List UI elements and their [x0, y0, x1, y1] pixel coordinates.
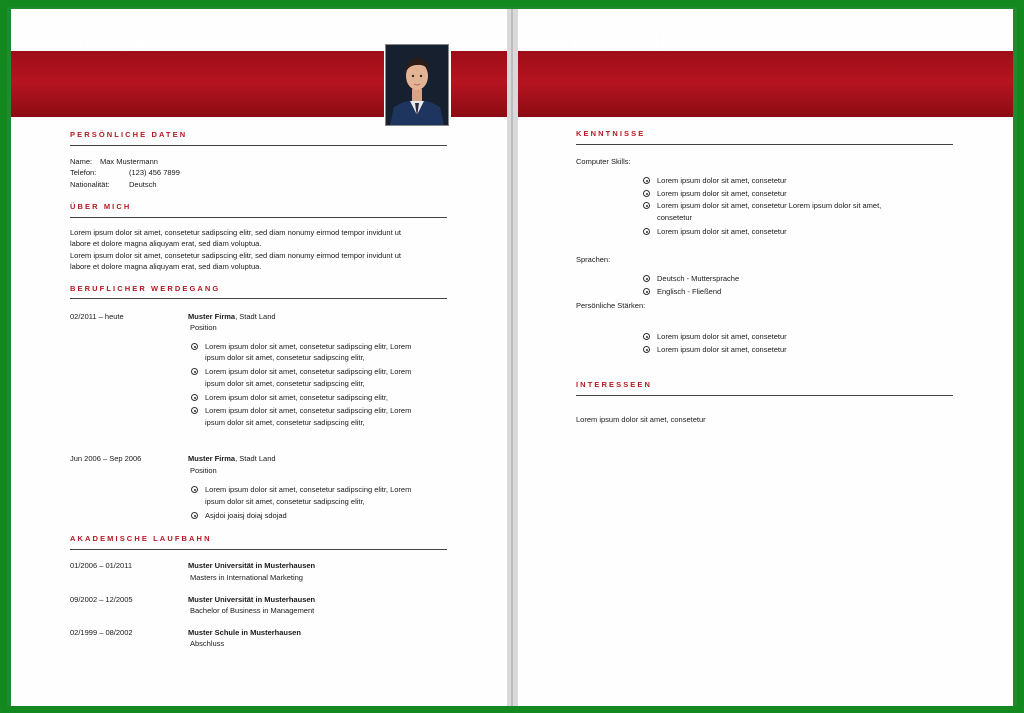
strengths-label: Persönliche Stärken: [576, 301, 646, 310]
skill-item: Lorem ipsum dolor sit amet, consetetur Lorem ipsum dolor sit amet, [657, 201, 882, 210]
section-divider [70, 298, 447, 299]
job-position: Position [190, 466, 217, 475]
job-location: , Stadt Land [235, 454, 276, 463]
about-line: Lorem ipsum dolor sit amet, consetetur sadipscing elitr, sed diam nonumy eirmod tempor invidunt ut [70, 228, 401, 237]
edu-period: 09/2002 – 12/2005 [70, 595, 133, 604]
name-value: Max Mustermann [100, 157, 158, 166]
job-company: Muster Firma [188, 454, 236, 463]
bullet-icon [191, 343, 198, 350]
page-title: LEBENSLAUF [572, 29, 718, 54]
section-divider [70, 217, 447, 218]
profile-photo [385, 44, 449, 126]
section-divider [70, 549, 447, 550]
header-banner-right [451, 51, 507, 117]
edu-period: 01/2006 – 01/2011 [70, 561, 133, 570]
cv-page-1 [11, 9, 507, 706]
section-divider [576, 395, 953, 396]
nationality-value: Deutsch [129, 180, 157, 189]
edu-school: Muster Universität in Musterhausen [188, 561, 316, 570]
bullet-text: Asjdoi joaisj doiaj sdojad [205, 511, 287, 520]
about-line: labore et dolore magna aliquyam erat, sed diam voluptua. [70, 262, 262, 271]
section-title-about: ÜBER MICH [70, 202, 132, 211]
section-divider [576, 144, 953, 145]
job-company: Muster Firma [188, 312, 236, 321]
bullet-icon [643, 275, 650, 282]
languages-label: Sprachen: [576, 255, 611, 264]
bullet-icon [643, 228, 650, 235]
edu-degree: Bachelor of Business in Management [190, 606, 315, 615]
language-item: Deutsch - Muttersprache [657, 274, 740, 283]
section-title-personal: PERSÖNLICHE DATEN [70, 130, 188, 139]
bullet-icon [643, 190, 650, 197]
header-banner [11, 51, 384, 117]
job-position: Position [190, 323, 217, 332]
language-item: Englisch - Fließend [657, 287, 722, 296]
skill-item: Lorem ipsum dolor sit amet, consetetur [657, 189, 787, 198]
skill-item: consetetur [657, 213, 693, 222]
about-line: Lorem ipsum dolor sit amet, consetetur sadipscing elitr, sed diam nonumy eirmod tempor invidunt ut [70, 251, 401, 260]
phone-label: Telefon: [70, 168, 97, 177]
edu-degree: Masters in International Marketing [190, 573, 303, 582]
bullet-icon [643, 288, 650, 295]
bullet-icon [643, 346, 650, 353]
strength-item: Lorem ipsum dolor sit amet, consetetur [657, 332, 787, 341]
cv-page-2 [518, 9, 1013, 706]
bullet-icon [191, 394, 198, 401]
bullet-text: Lorem ipsum dolor sit amet, consetetur sadipscing elitr, [205, 393, 388, 402]
bullet-text: ipsum dolor sit amet, consetetur sadipscing elitr, [205, 353, 365, 362]
name-label: Name: [70, 157, 93, 166]
header-banner [518, 51, 1013, 117]
bullet-icon [643, 202, 650, 209]
about-line: labore et dolore magna aliquyam erat, sed diam voluptua. [70, 239, 262, 248]
bullet-icon [191, 368, 198, 375]
job-company-line [188, 311, 276, 323]
bullet-icon [643, 333, 650, 340]
edu-degree: Abschluss [190, 639, 225, 648]
bullet-text: Lorem ipsum dolor sit amet, consetetur sadipscing elitr, Lorem [205, 485, 412, 494]
section-title-interests: INTERESSEEN [576, 380, 653, 389]
bullet-text: ipsum dolor sit amet, consetetur sadipscing elitr, [205, 379, 365, 388]
strength-item: Lorem ipsum dolor sit amet, consetetur [657, 345, 787, 354]
person-portrait-icon [386, 45, 448, 125]
bullet-icon [191, 407, 198, 414]
phone-value: (123) 456 7899 [129, 168, 180, 177]
edu-school: Muster Schule in Musterhausen [188, 628, 301, 637]
bullet-text: Lorem ipsum dolor sit amet, consetetur sadipscing elitr, Lorem [205, 406, 412, 415]
skill-item: Lorem ipsum dolor sit amet, consetetur [657, 227, 787, 236]
section-title-academic: AKADEMISCHE LAUFBAHN [70, 534, 212, 543]
bullet-text: Lorem ipsum dolor sit amet, consetetur sadipscing elitr, Lorem [205, 367, 412, 376]
edu-period: 02/1999 – 08/2002 [70, 628, 133, 637]
job-period: 02/2011 – heute [70, 312, 124, 321]
bullet-icon [191, 486, 198, 493]
bullet-icon [191, 512, 198, 519]
skill-item: Lorem ipsum dolor sit amet, consetetur [657, 176, 787, 185]
bullet-text: Lorem ipsum dolor sit amet, consetetur sadipscing elitr, Lorem [205, 342, 412, 351]
bullet-icon [643, 177, 650, 184]
job-period: Jun 2006 – Sep 2006 [70, 454, 142, 463]
edu-school: Muster Universität in Musterhausen [188, 595, 316, 604]
bullet-text: ipsum dolor sit amet, consetetur sadipscing elitr, [205, 497, 365, 506]
bullet-text: ipsum dolor sit amet, consetetur sadipscing elitr, [205, 418, 365, 427]
section-title-career: BERUFLICHER WERDEGANG [70, 284, 221, 293]
computer-skills-label: Computer Skills: [576, 157, 631, 166]
section-divider [70, 145, 447, 146]
interests-text: Lorem ipsum dolor sit amet, consetetur [576, 415, 706, 424]
page-title: LEBENSLAUF [72, 29, 218, 54]
job-location: , Stadt Land [235, 312, 276, 321]
job-company-line [188, 453, 276, 465]
page-gutter [507, 9, 518, 706]
section-title-skills: KENNTNISSE [576, 129, 646, 138]
nationality-label: Nationalität: [70, 180, 110, 189]
